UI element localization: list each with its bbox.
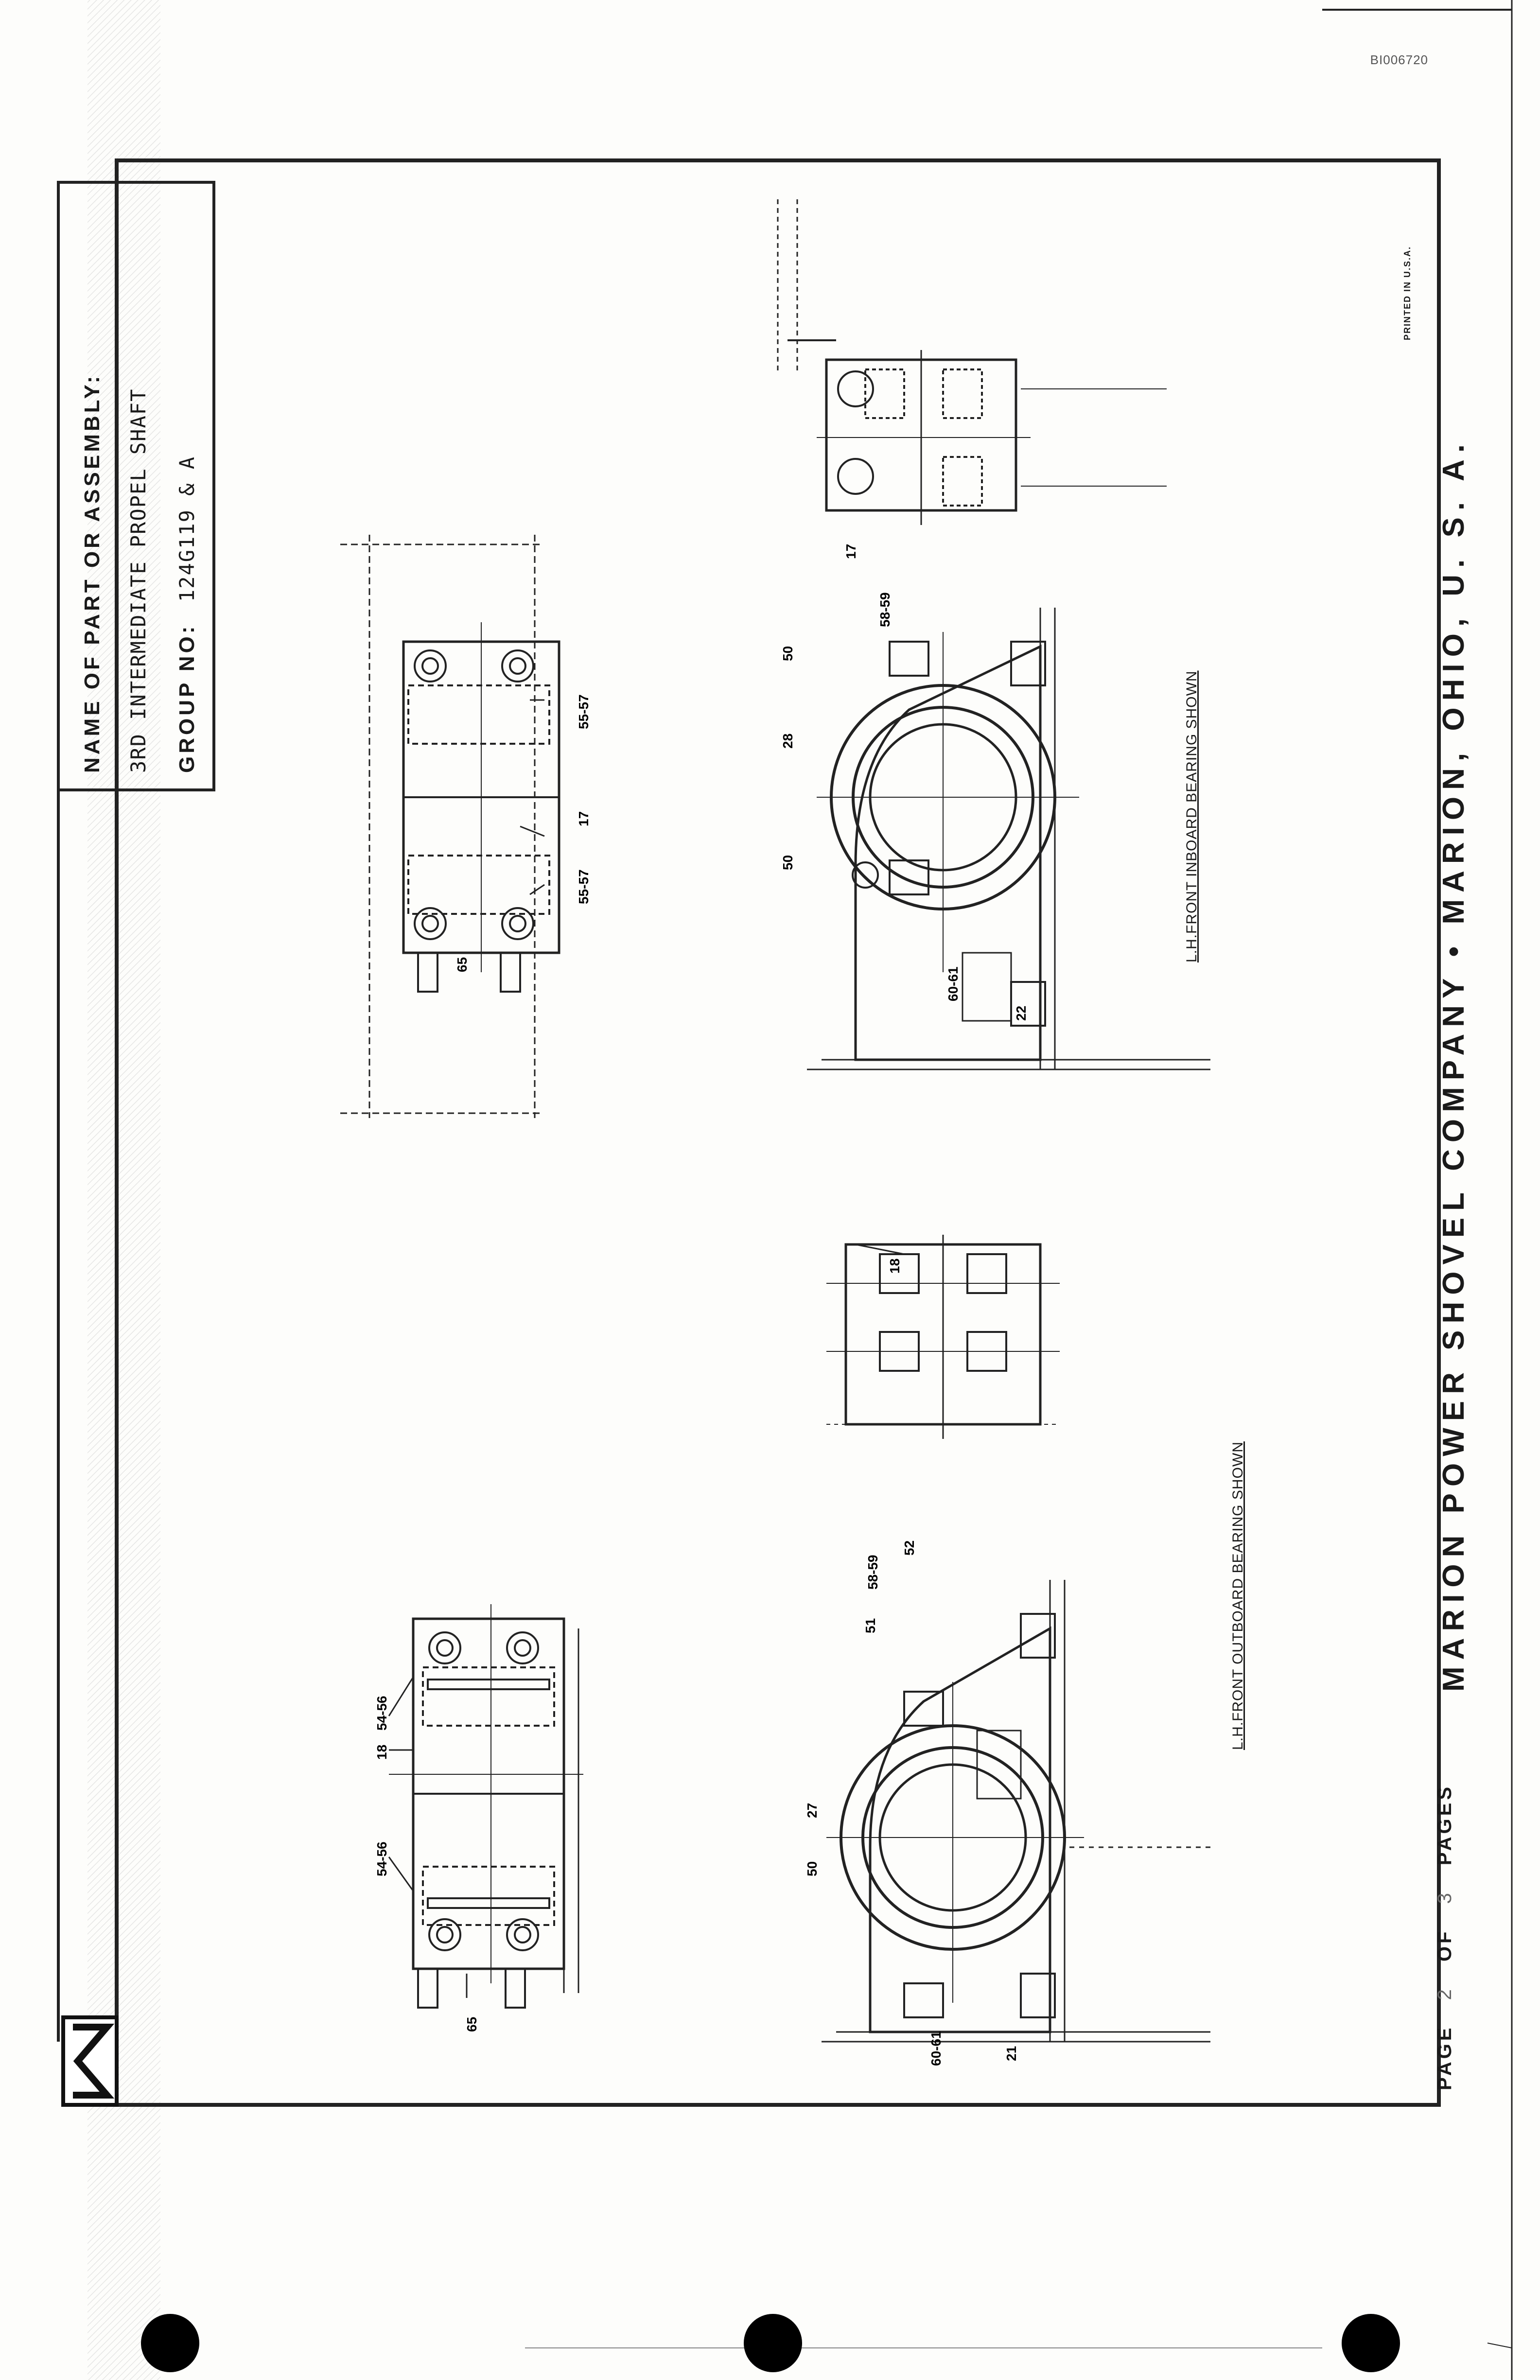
group-value: 124G119 & A [175,455,199,602]
page-frame [117,0,1512,2380]
outboard-side-callouts [887,1259,902,1274]
company-name: MARION POWER SHOVEL COMPANY • MARION, OHIO, U. S. A. [1437,438,1470,1692]
callout-28: 28 [780,733,795,749]
binder-hole-right [1342,2314,1400,2372]
callout-51: 51 [863,1618,878,1633]
callout-55-57-upper: 55-57 [576,694,591,729]
callout-17-side: 17 [843,543,858,559]
page-info [1434,1784,1456,2090]
callout-54-56-upper: 54-56 [374,1696,389,1731]
group-number-row [175,456,199,773]
outboard-top-callouts [374,1696,479,2032]
callout-54-56-lower: 54-56 [374,1841,389,1876]
printed-in-usa: PRINTED IN U.S.A. [1402,245,1412,340]
callout-58-59-outboard: 58-59 [865,1555,880,1590]
callout-60-61-outboard: 60-61 [928,2031,944,2066]
callout-65-outboard: 65 [464,2016,479,2032]
callout-50-inboard-lower: 50 [780,855,795,870]
inboard-side-callouts [843,544,858,559]
inboard-front-callouts [780,592,1029,1021]
inboard-top-view [340,535,559,1118]
assembly-name: 3RD INTERMEDIATE PROPEL SHAFT [126,388,150,773]
outboard-front-view [822,1580,1215,2042]
inboard-front-view [807,608,1210,1069]
callout-52: 52 [902,1540,917,1556]
title-line-name: NAME OF PART OR ASSEMBLY: [80,373,104,773]
page-pages: PAGES [1434,1784,1455,1866]
callout-21: 21 [1004,2046,1019,2061]
callout-60-61-inboard: 60-61 [945,966,961,1001]
outboard-side-view [826,1235,1060,1439]
page-total: 3 [1434,1890,1455,1904]
page-of: OF [1434,1928,1455,1962]
page-label: PAGE [1434,2025,1455,2090]
callout-65-inboard: 65 [455,957,470,972]
group-label: GROUP NO: [175,623,199,773]
callout-17-top: 17 [576,811,591,826]
inboard-side-view [778,199,1167,525]
leader-lines [389,700,904,1998]
callout-18-top: 18 [374,1744,389,1760]
outboard-top-view [389,1604,583,2008]
binder-hole-left [141,2314,199,2372]
outboard-front-callouts [805,1540,1019,2066]
callout-58-59-inboard: 58-59 [877,592,892,627]
callout-18-side: 18 [887,1258,902,1274]
page-number: 2 [1434,1986,1455,2000]
callout-27: 27 [805,1802,820,1818]
binder-hole-middle [744,2314,802,2372]
caption-inboard: L.H.FRONT INBOARD BEARING SHOWN [1184,670,1200,962]
callout-22: 22 [1014,1005,1029,1021]
callout-50-inboard-upper: 50 [780,646,795,661]
logo-mark [63,2017,117,2105]
callout-50-outboard: 50 [805,1861,820,1876]
document-id: BI006720 [1370,52,1428,67]
callout-55-57-lower: 55-57 [576,869,591,904]
caption-outboard: L.H.FRONT OUTBOARD BEARING SHOWN [1230,1441,1246,1750]
